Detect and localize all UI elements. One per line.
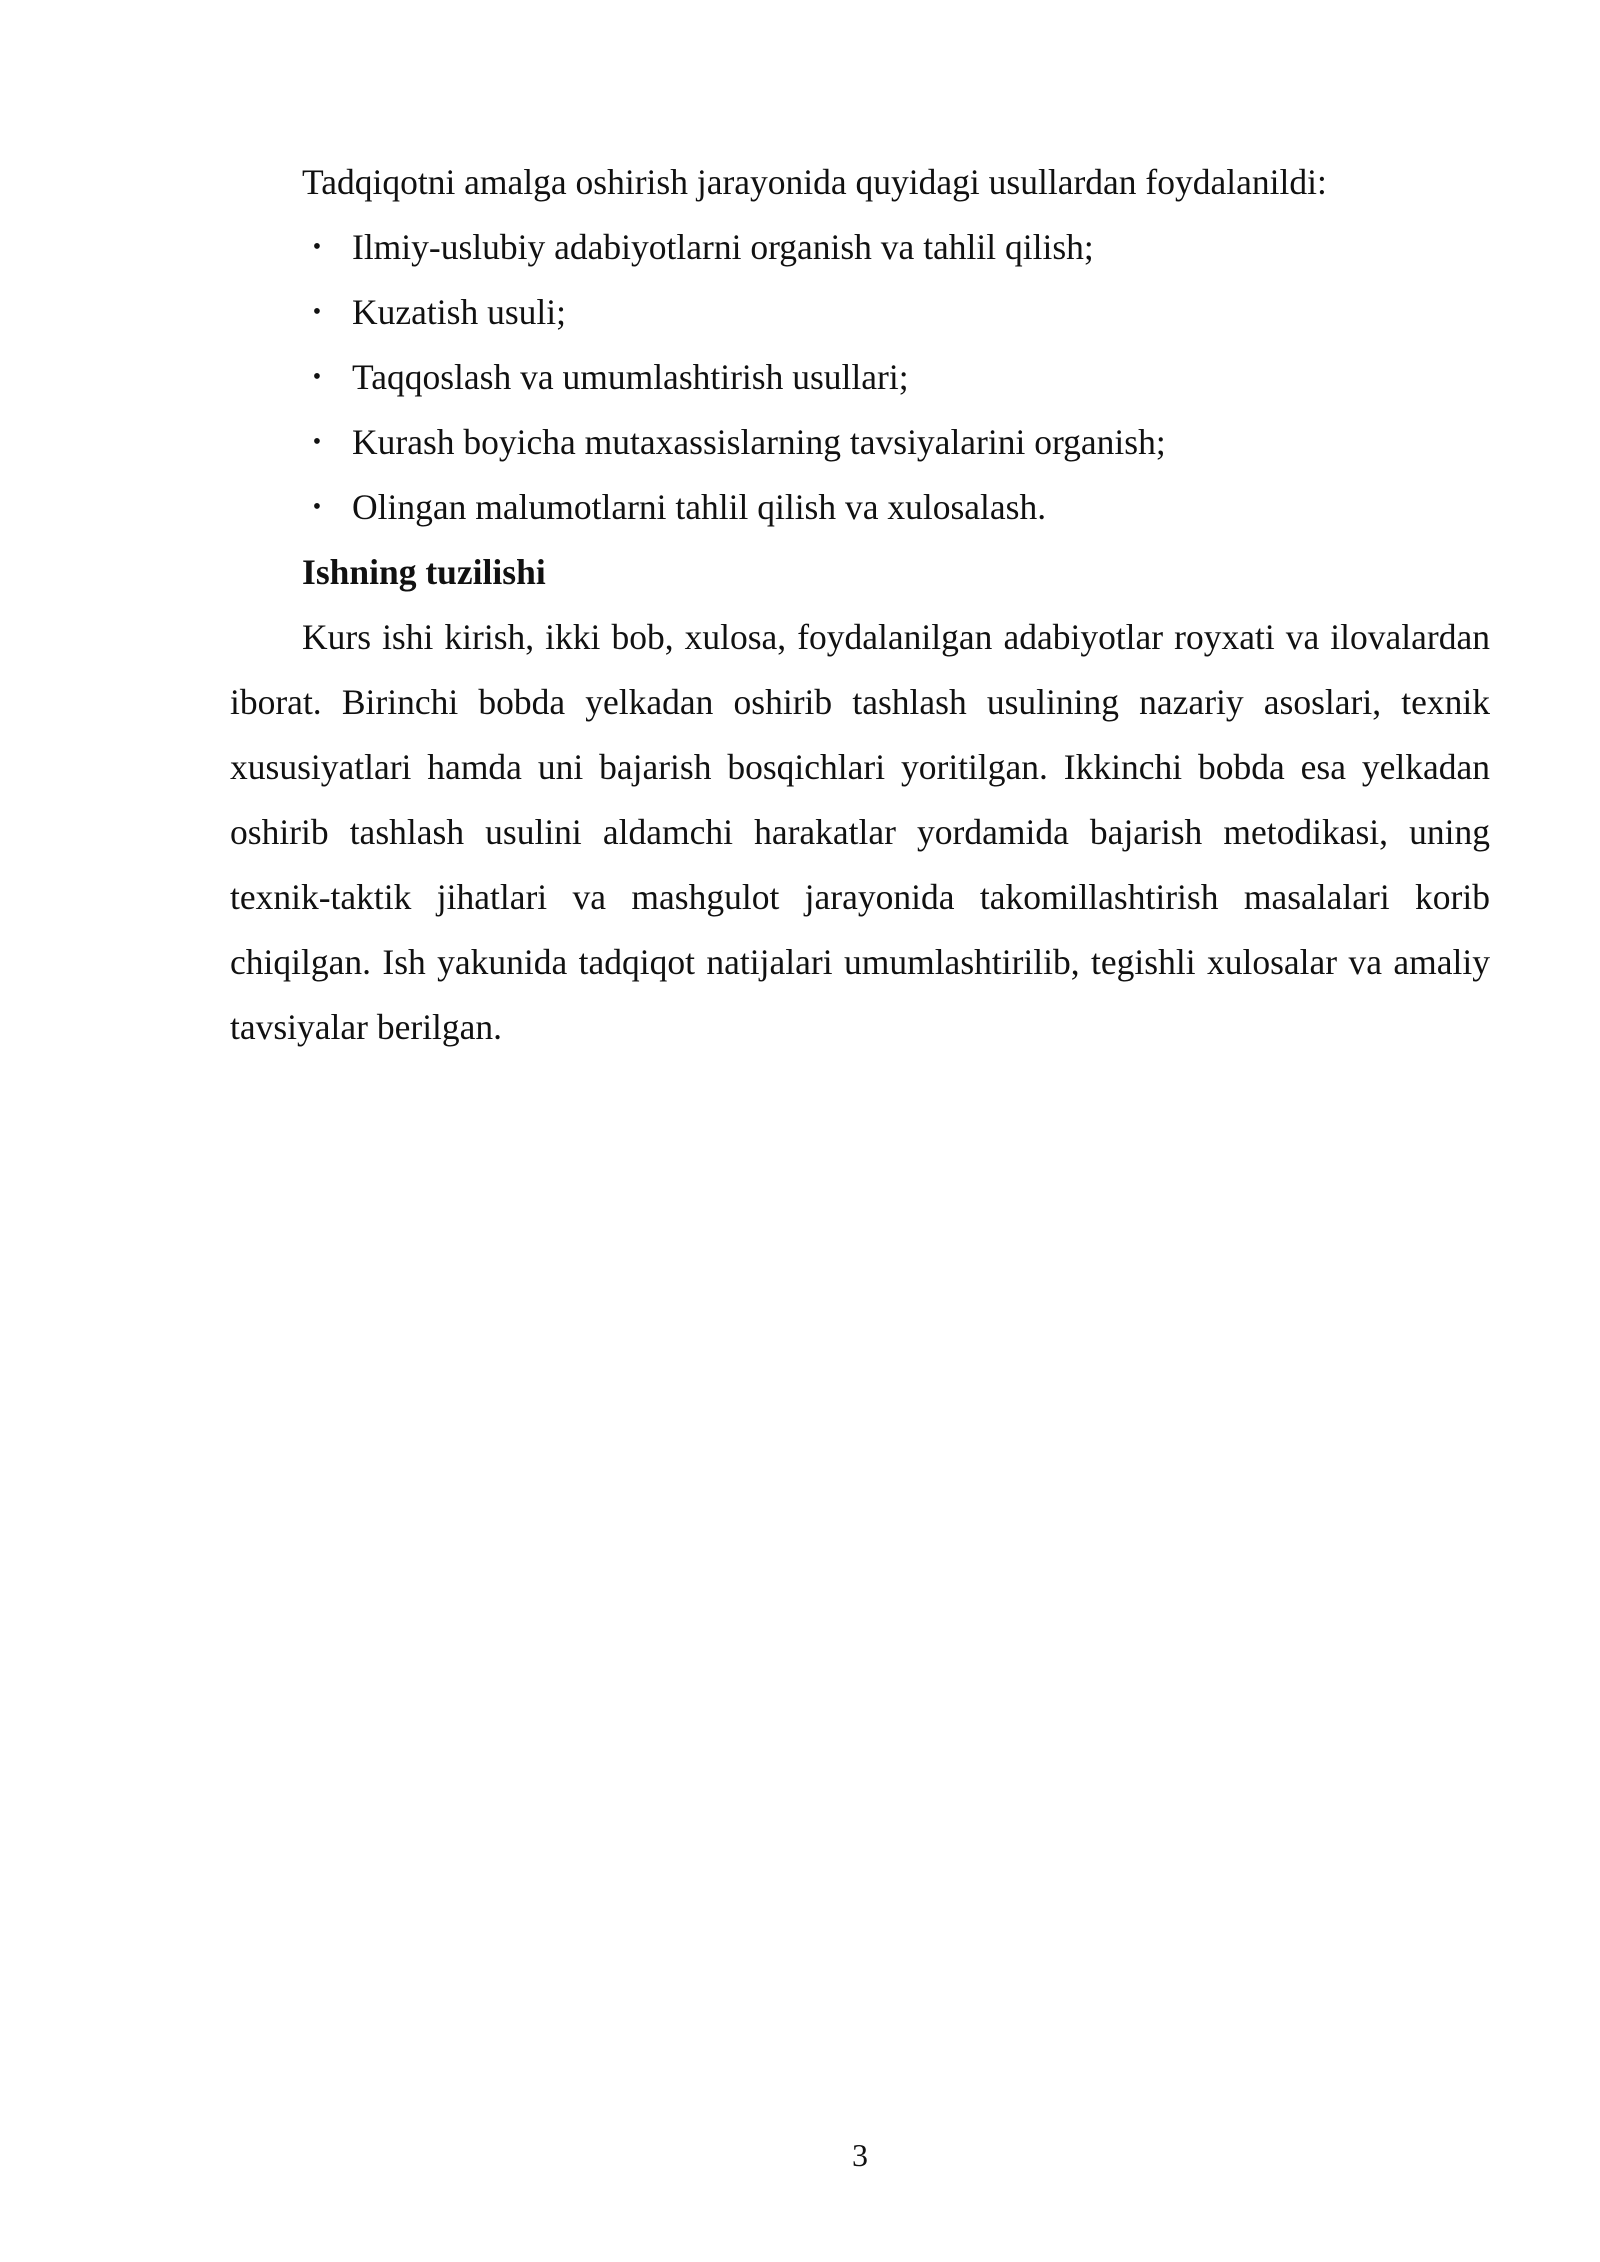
intro-sentence: Tadqiqotni amalga oshirish jarayonida quyidagi usullardan foydalanildi:	[302, 162, 1327, 202]
method-text: Ilmiy-uslubiy adabiyotlarni organish va tahlil qilish;	[352, 227, 1094, 267]
bullet-icon: •	[312, 234, 322, 260]
section-heading: Ishning tuzilishi	[302, 552, 546, 592]
method-text: Olingan malumotlarni tahlil qilish va xulosalash.	[352, 487, 1047, 527]
structure-paragraph: Kurs ishi kirish, ikki bob, xulosa, foydalanilgan adabiyotlar royxati va ilovalardan iborat. Birinchi bobda yelkadan oshirib tashlash usulining nazariy asoslari, texnik xususiyatlari hamda uni bajarish bosqichlari yoritilgan. Ikkinchi bobda esa yelkadan oshirib tashlash usulini aldamchi harakatlar yordamida bajarish metodikasi, uning texnik-taktik jihatlari va mashgulot jarayonida takomillashtirish masalalari korib chiqilgan. Ish yakunida tadqiqot natijalari umumlashtirilib, tegishli xulosalar va amaliy tavsiyalar berilgan.	[230, 617, 1490, 1047]
research-methods-list	[230, 215, 1490, 540]
method-text: Kuzatish usuli;	[352, 292, 566, 332]
page-content	[230, 150, 1490, 1060]
method-text: Kurash boyicha mutaxassislarning tavsiyalarini organish;	[352, 422, 1166, 462]
bullet-icon: •	[312, 494, 322, 520]
bullet-icon: •	[312, 299, 322, 325]
bullet-icon: •	[312, 364, 322, 390]
list-item	[230, 345, 1490, 410]
list-item	[230, 215, 1490, 280]
bullet-icon: •	[312, 429, 322, 455]
list-item	[230, 475, 1490, 540]
list-item	[230, 410, 1490, 475]
list-item	[230, 280, 1490, 345]
page-number: 3	[852, 2137, 868, 2173]
method-text: Taqqoslash va umumlashtirish usullari;	[352, 357, 909, 397]
